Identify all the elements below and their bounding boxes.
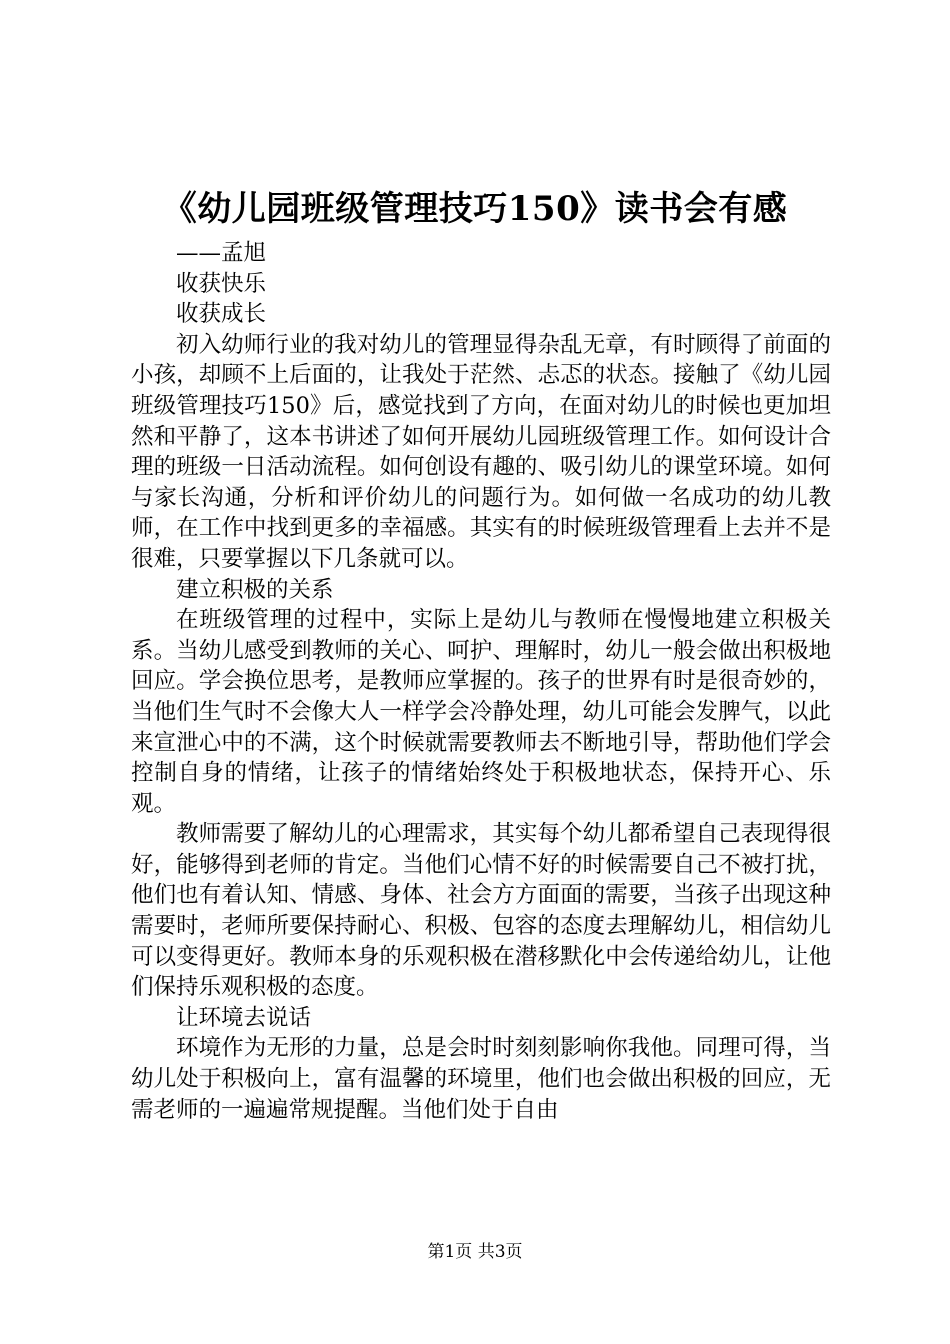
page-footer: 第1页 共3页 (427, 1242, 523, 1262)
subtitle-happiness: 收获快乐 (176, 270, 267, 297)
section-heading-environment: 让环境去说话 (176, 1004, 312, 1031)
document-body (131, 238, 831, 1125)
section-heading-relationship: 建立积极的关系 (176, 576, 334, 603)
paragraph-intro: 初入幼师行业的我对幼儿的管理显得杂乱无章，有时顾得了前面的小孩，却顾不上后面的，让我处于茫然、忐忑的状态。接触了《幼儿园班级管理技巧150》后，感觉找到了方向，在面对幼儿的时候也更加坦然和平静了，这本书讲述了如何开展幼儿园班级管理工作。如何设计合理的班级一日活动流程。如何创设有趣的、吸引幼儿的课堂环境。如何与家长沟通，分析和评价幼儿的问题行为。如何做一名成功的幼儿教师，在工作中找到更多的幸福感。其实有的时候班级管理看上去并不是很难，只要掌握以下几条就可以。 (131, 331, 831, 572)
document-title: 《幼儿园班级管理技巧150》读书会有感 (162, 189, 788, 229)
author-line: ——孟旭 (176, 240, 267, 266)
paragraph-relationship: 在班级管理的过程中，实际上是幼儿与教师在慢慢地建立积极关系。当幼儿感受到教师的关心、呵护、理解时，幼儿一般会做出积极地回应。学会换位思考，是教师应掌握的。孩子的世界有时是很奇妙的，当他们生气时不会像大人一样学会冷静处理，幼儿可能会发脾气，以此来宣泄心中的不满，这个时候就需要教师去不断地引导，帮助他们学会控制自身的情绪，让孩子的情绪始终处于积极地状态，保持开心、乐观。 (131, 607, 831, 817)
paragraph-environment: 环境作为无形的力量，总是会时时刻刻影响你我他。同理可得，当幼儿处于积极向上，富有温馨的环境里，他们也会做出积极的回应，无需老师的一遍遍常规提醒。当他们处于自由 (131, 1035, 831, 1123)
subtitle-growth: 收获成长 (176, 301, 267, 328)
paragraph-psychology: 教师需要了解幼儿的心理需求，其实每个幼儿都希望自己表现得很好，能够得到老师的肯定。当他们心情不好的时候需要自己不被打扰，他们也有着认知、情感、身体、社会方方面面的需要，当孩子出现这种需要时，老师所要保持耐心、积极、包容的态度去理解幼儿，相信幼儿可以变得更好。教师本身的乐观积极在潜移默化中会传递给幼儿，让他们保持乐观积极的态度。 (131, 821, 831, 1001)
